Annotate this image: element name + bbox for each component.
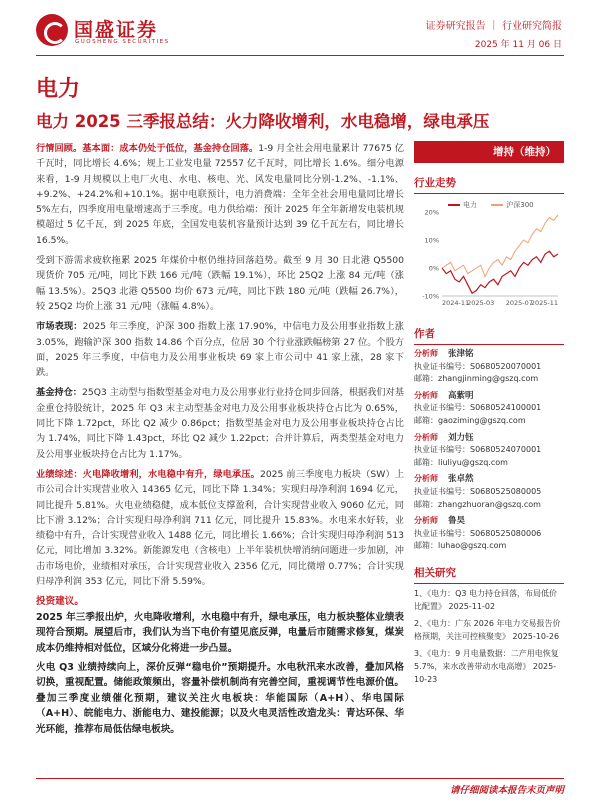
disclaimer-notice: 请仔细阅读本报告末页声明 — [449, 785, 564, 796]
paragraph-investment-advice — [36, 594, 404, 656]
text-coal-price: 受到下游需求疲软拖累 2025 年煤价中枢仍维持回落趋势。截至 9 月 30 日北港 Q5500 现货价 705 元/吨，同比下跌 166 元/吨（跌幅 19.1%），环比 25Q2 上涨 84 元/吨（涨幅 13.5%）。25Q3 北港 Q5500 均价 673 元/吨，同比下跌 180 元/吨（跌幅 26.7%），较 25Q2 均价上涨 31 元/吨（涨幅 4.8%）。 — [36, 255, 404, 312]
analyst-name-row — [414, 348, 564, 361]
report-header — [0, 0, 600, 62]
y-tick-label: -10% — [422, 292, 439, 301]
report-title: 电力 2025 三季报总结：火力降收增利，水电稳增，绿电承压 — [36, 112, 490, 131]
text-recommendation: 火电 Q3 业绩持续向上，深价反弹“稳电价”预期提升。水电秋汛来水改善，叠加风格切换，重视配置。储能政策频出，容量补偿机制尚有完善空间，重视调节性电源价值。叠加三季度业绩催化预期，建议关注火电板块：华能国际（A+H）、华电国际（A+H）、皖能电力、浙能电力、建投能源；以及火电灵活性改造龙头：青达环保、华光环能，推荐布局低估绿电板块。 — [36, 661, 404, 735]
text-fund-holdings: 25Q3 主动型与指数型基金对电力及公用事业行业持仓同步回落，根据我们对基金重仓持股统计，2025 年 Q3 末主动型基金对电力及公用事业板块持仓占比为 0.65%，同比下降 1.72pct，环比 Q2 减少 0.86pct；指数型基金对电力及公用事业板块持仓占比为 1.74%，同比下降 1.43pct，环比 Q2 减少 1.22pct；合并计算后，两类型基金对电力及公用事业板块持仓占比为 1.17%。 — [36, 387, 405, 460]
analyst-email[interactable]: 邮箱：gaoziming@gszq.com — [414, 415, 526, 425]
analyst-name-row — [414, 390, 564, 403]
logo-text-en: GUOSHENG SECURITIES — [75, 39, 170, 45]
legend-label-power: 电力 — [463, 201, 477, 209]
sidebar — [414, 141, 564, 687]
lead-earnings: 业绩综述：火电降收增利，水电稳中有升，绿电承压。 — [36, 468, 260, 480]
analyst-name-row — [414, 515, 564, 528]
trend-section-title: 行业走势 — [414, 175, 564, 194]
y-tick-label: 0% — [428, 264, 439, 273]
analyst-role: 分析师 — [414, 390, 438, 400]
header-divider — [36, 55, 564, 56]
y-tick-label: 10% — [424, 236, 439, 245]
analyst-role: 分析师 — [414, 474, 438, 484]
paragraph-coal-price — [36, 253, 404, 314]
paragraph-fund-holdings — [36, 385, 404, 461]
analyst-role: 分析师 — [414, 432, 438, 442]
analyst-email[interactable]: 邮箱：liuliyu@gszq.com — [414, 457, 508, 467]
text-market-review: 1-9 月全社会用电量累计 77675 亿千瓦时，同比增长 4.6%；规上工业发电量 72557 亿千瓦时，同比增长 1.6%。细分电源来看，1-9 月规模以上电厂火电、水电、核电、光、风发电量同比分别-1.2%、-1.1%、+9.2%、+24.2%和+10.1%。据中电联预计，电力消费端：全年全社会用电量同比增长 5%左右，四季度用电量增速高于三季度。电力供给端：预计 2025 年全年新增发电装机规模超过 5 亿千瓦，到 2025 年底，全国发电装机容量预计达到 39 亿千瓦左右，同比增长 16.5%。 — [36, 143, 404, 246]
analyst-role: 分析师 — [414, 516, 438, 526]
lead-fund-holdings: 基金持仓： — [36, 387, 82, 399]
analyst-name: 刘力钰 — [448, 432, 474, 443]
analyst-cert: 执业证书编号：S0680524070001 — [414, 445, 542, 455]
analyst-email[interactable]: 邮箱：zhangjinming@gszq.com — [414, 374, 539, 384]
paragraph-market-review — [36, 141, 404, 248]
y-tick-label: 20% — [424, 208, 439, 217]
lead-market-performance: 市场表现： — [36, 321, 83, 333]
footer — [36, 778, 564, 796]
series-line-power — [442, 251, 558, 293]
analyst-entry — [414, 348, 564, 386]
trend-chart — [414, 198, 564, 314]
analyst-cert: 执业证书编号：S0680520070001 — [414, 361, 542, 371]
series-line-hs300 — [442, 215, 558, 277]
legend-swatch-hs300 — [491, 204, 503, 206]
legend-item-power — [448, 201, 477, 209]
analyst-name-row — [414, 473, 564, 486]
analyst-name: 张津铭 — [448, 349, 474, 359]
x-tick-label: 2025-11 — [530, 299, 558, 307]
logo-text-cn: 国盛证券 — [74, 19, 159, 41]
company-logo — [36, 14, 170, 48]
analyst-entry — [414, 515, 564, 553]
analyst-name: 高紫明 — [448, 390, 474, 401]
rating-badge: 增持（维持） — [414, 141, 564, 163]
report-date: 2025 年 11 月 06 日 — [474, 40, 562, 50]
analyst-email[interactable]: 邮箱：zhangzhuoran@gszq.com — [414, 499, 541, 509]
x-tick-label: 2024-11 — [442, 299, 470, 307]
text-market-performance: 2025 年三季度，沪深 300 指数上涨 17.90%，中信电力及公用事业指数上涨 3.05%，跑输沪深 300 指数 14.86 个百分点，位居 30 个行业涨跌幅榜第 27 位。个股方面，2025 年三季度，中信电力及公用事业板块 69 家上市公司中 41 家上涨，28 家下跌。 — [36, 321, 404, 379]
related-section-title: 相关研究 — [414, 565, 564, 584]
related-report-link[interactable]: 1、《电力：Q3 电力持仓回落，布局低价比配置》 2025-11-02 — [414, 588, 558, 612]
legend-swatch-power — [448, 204, 460, 206]
chart-legend — [448, 200, 546, 210]
analyst-name-row — [414, 432, 564, 445]
analyst-list — [414, 348, 564, 553]
paragraph-market-performance — [36, 319, 404, 380]
lead-investment-advice: 投资建议。 — [36, 596, 84, 608]
analyst-name: 鲁昊 — [448, 516, 466, 527]
legend-item-hs300 — [491, 201, 533, 209]
analyst-cert: 执业证书编号：S0680524100001 — [414, 403, 542, 413]
related-report-link[interactable]: 2、《电力：广东 2026 年电力交易报告价格预期，关注可控核聚变》 2025-10-26 — [414, 618, 561, 642]
analyst-email[interactable]: 邮箱：luhao@gszq.com — [414, 541, 507, 551]
logo-mark-icon — [36, 14, 68, 46]
x-tick-label: 2025-07 — [505, 299, 533, 307]
trend-chart-svg — [414, 198, 564, 314]
analyst-entry — [414, 473, 564, 511]
sector-title: 电力 — [36, 77, 81, 102]
paragraph-earnings — [36, 467, 404, 589]
main-body — [36, 141, 404, 741]
report-type: 证券研究报告 ｜ 行业研究简报 — [425, 21, 562, 32]
analyst-entry — [414, 390, 564, 428]
related-list — [414, 587, 564, 687]
paragraph-recommendation — [36, 660, 404, 737]
text-investment-advice: 2025 年三季报出炉，火电降收增利，水电稳中有升，绿电承压，电力板块整体业绩表现符合预期。展望后市，我们认为当下电价有望见底反弹，电量后市随需求修复，煤炭成本仍维持相对低位，区域分化将进一步凸显。 — [36, 611, 404, 654]
related-report-link[interactable]: 3、《电力：9 月电量数据：二产用电恢复 5.7%，来水改善带动水电高增》 2025-10-23 — [414, 648, 559, 685]
analyst-entry — [414, 432, 564, 470]
analyst-role: 分析师 — [414, 349, 438, 358]
analyst-cert: 执业证书编号：S0680525080006 — [414, 528, 542, 538]
legend-label-hs300: 沪深300 — [506, 201, 534, 209]
analyst-cert: 执业证书编号：S0680525080005 — [414, 486, 542, 496]
analyst-name: 张卓然 — [448, 474, 474, 485]
lead-market-review: 行情回顾。基本面：成本仍处于低位，基金持仓回落。 — [36, 143, 259, 154]
text-earnings: 2025 前三季度电力板块（SW）上市公司合计实现营业收入 14365 亿元，同比下降 1.34%；实现归母净利润 1694 亿元，同比提升 5.81%。火电业绩稳健，成本低位支撑盈利，合计实现营业收入 9060 亿元，同比下滑 3.12%；合计实现归母净利润 711 亿元，同比提升 15.83%。水电来水好转，业绩稳中有升，合计实现营业收入 1488 亿元，同比增长 1.66%；合计实现归母净利润 513 亿元，同比增加 3.32%。新能源发电（含核电）上半年装机快增消纳问题进一步加剧，冲击市场电价，业绩相对承压，合计实现营业收入 2356 亿元，同比微增 0.77%；合计实现归母净利润 353 亿元，同比下滑 5.59%。 — [36, 468, 405, 588]
x-tick-label: 2025-03 — [467, 299, 495, 307]
authors-section-title: 作者 — [414, 326, 564, 345]
